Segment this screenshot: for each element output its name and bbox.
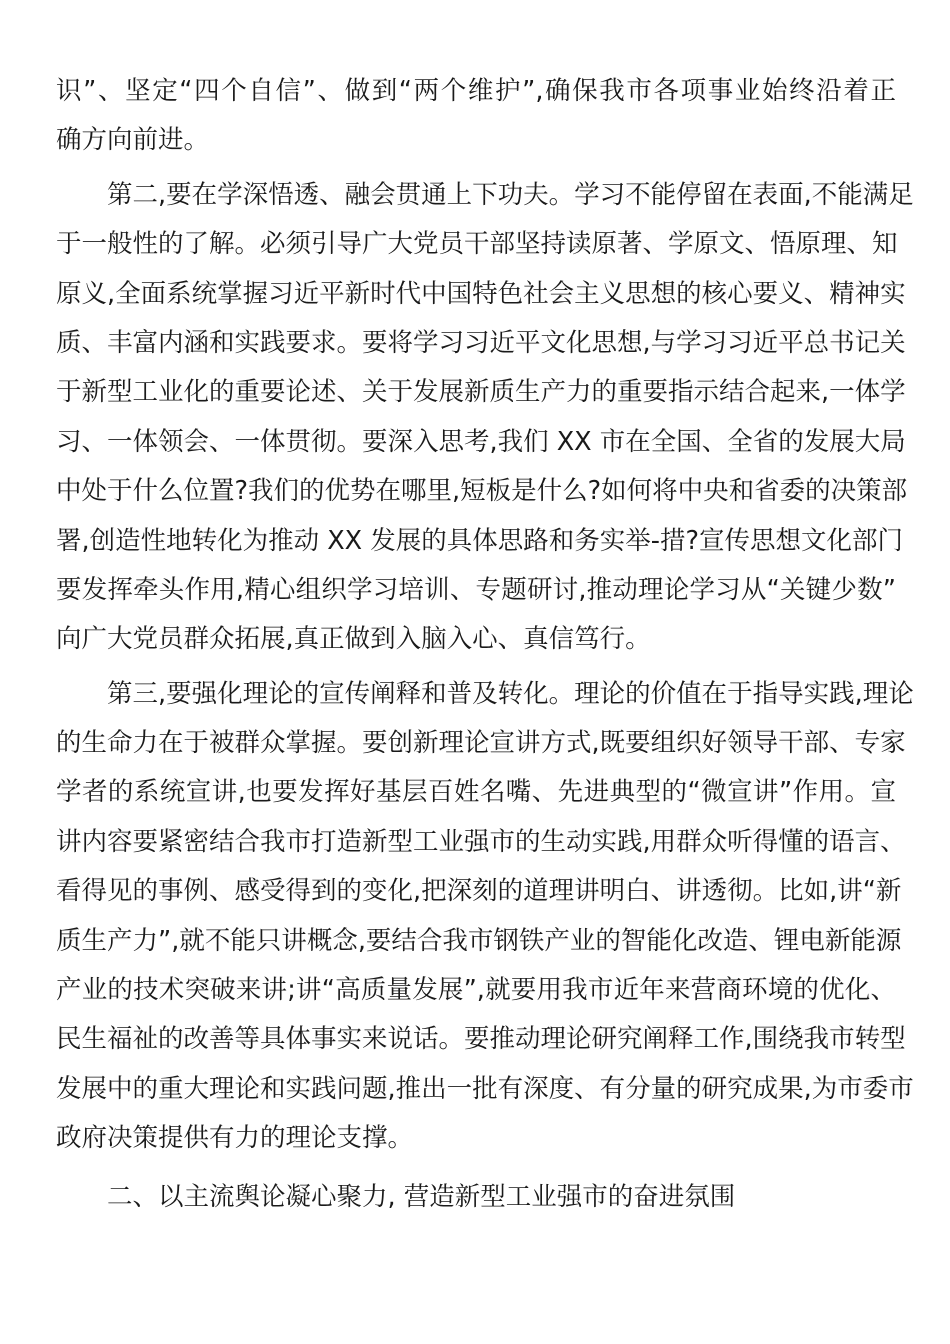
- text-line: 第二,要在学深悟透、融会贯通上下功夫。学习不能停留在表面,不能满足: [107, 179, 914, 210]
- text-line: 署,创造性地转化为推动 XX 发展的具体思路和务实举-措?宣传思想文化部门: [56, 525, 903, 556]
- document-page: [56, 67, 914, 1222]
- text-line: 的生命力在于被群众掌握。要创新理论宣讲方式,既要组织好领导干部、专家: [56, 728, 906, 759]
- text-line: 看得见的事例、感受得到的变化,把深刻的道理讲明白、讲透彻。比如,讲“新: [56, 876, 902, 907]
- text-line: 讲内容要紧密结合我市打造新型工业强市的生动实践,用群众听得懂的语言、: [56, 826, 906, 857]
- text-line: 原义,全面系统掌握习近平新时代中国特色社会主义思想的核心要义、精神实: [56, 278, 906, 309]
- paragraph-second-point: [56, 171, 914, 665]
- paragraph-continuation: [56, 67, 896, 166]
- text-line: 第三,要强化理论的宣传阐释和普及转化。理论的价值在于指导实践,理论: [107, 678, 914, 709]
- text-line: 发展中的重大理论和实践问题,推出一批有深度、有分量的研究成果,为市委市: [56, 1073, 914, 1104]
- text-line: 产业的技术突破来讲;讲“高质量发展”,就要用我市近年来营商环境的优化、: [56, 975, 896, 1006]
- text-line: 学者的系统宣讲,也要发挥好基层百姓名嘴、先进典型的“微宣讲”作用。宣: [56, 777, 896, 808]
- text-line: 政府决策提供有力的理论支撑。: [56, 1123, 414, 1154]
- text-line: 向广大党员群众拓展,真正做到入脑入心、真信笃行。: [56, 624, 651, 655]
- text-line: 质、丰富内涵和实践要求。要将学习习近平文化思想,与学习习近平总书记关: [56, 327, 906, 358]
- text-line: 要发挥牵头作用,精心组织学习培训、专题研讨,推动理论学习从“关键少数”: [56, 574, 896, 605]
- text-line: 确方向前进。: [56, 125, 210, 156]
- text-line: 识”、坚定“四个自信”、做到“两个维护”,确保我市各项事业始终沿着正: [56, 76, 896, 106]
- paragraph-third-point: [56, 670, 914, 1164]
- text-line: 民生福祉的改善等具体事实来说话。要推动理论研究阐释工作,围绕我市转型: [56, 1024, 906, 1055]
- text-line: 质生产力”,就不能只讲概念,要结合我市钢铁产业的智能化改造、锂电新能源: [56, 925, 902, 956]
- text-line: 于一般性的了解。必须引导广大党员干部坚持读原著、学原文、悟原理、知: [56, 229, 898, 260]
- text-line: 于新型工业化的重要论述、关于发展新质生产力的重要指示结合起来,一体学: [56, 377, 906, 408]
- section-heading: 二、以主流舆论凝心聚力, 营造新型工业强市的奋进氛围: [107, 1181, 736, 1212]
- text-line: 中处于什么位置?我们的优势在哪里,短板是什么?如何将中央和省委的决策部: [56, 476, 908, 507]
- text-line: 习、一体领会、一体贯彻。要深入思考,我们 XX 市在全国、全省的发展大局: [56, 426, 906, 457]
